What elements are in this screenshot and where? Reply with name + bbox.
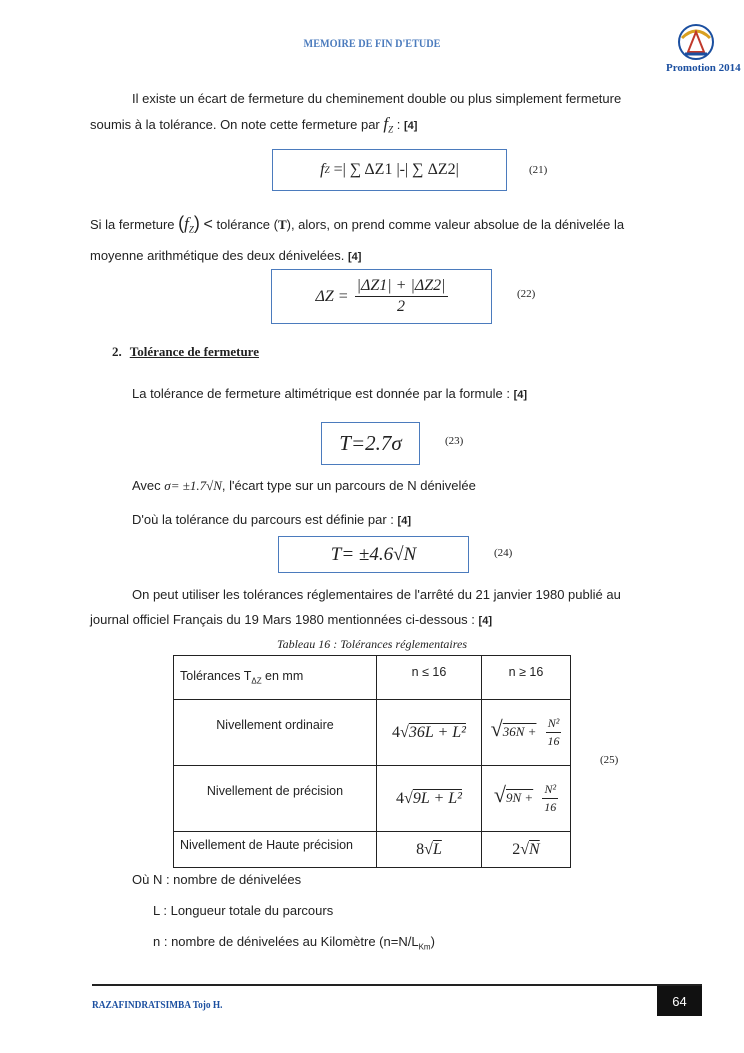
table-header-row	[174, 656, 571, 700]
formula-cell: 8√L	[377, 832, 482, 868]
paragraph-regulations: On peut utiliser les tolérances réglementaires de l'arrêté du 21 janvier 1980 publié au journal officiel Français du 19 Mars 1980 mentionnées ci-dessous : [4]	[90, 587, 621, 627]
formula-24-box: T= ±4.6√N	[278, 536, 469, 573]
promotion-label: Promotion 2014	[666, 62, 741, 74]
header-n-small: n ≤ 16	[377, 656, 482, 700]
reference: [4]	[513, 389, 528, 401]
paragraph-route-tolerance: D'où la tolérance du parcours est définie par : [4]	[132, 512, 411, 527]
table-row	[174, 832, 571, 868]
table-caption: Tableau 16 : Tolérances réglementaires	[277, 637, 467, 651]
row-label: Nivellement ordinaire	[174, 700, 377, 766]
tolerance-table	[173, 655, 571, 868]
reference: [4]	[478, 615, 492, 627]
reference: [4]	[403, 120, 418, 132]
formula-cell: √9N + $\frac{\text{N²}}{16}$	[482, 766, 571, 832]
formula-cell: 2√N	[482, 832, 571, 868]
eq-number-25: (25)	[600, 754, 619, 766]
footer-divider	[92, 984, 702, 986]
row-label: Nivellement de précision	[174, 766, 377, 832]
eq-number-24: (24)	[494, 547, 513, 559]
paragraph-sigma: Avec σ= ±1.7√N, l'écart type sur un parcours de N dénivelée	[132, 478, 476, 493]
formula-22-box: ΔZ = $\frac{|\Delta Z1| + |\Delta Z2|}{2}$	[271, 269, 492, 324]
header-label-cell: Tolérances $T_{\Delta Z}$ en mm	[174, 656, 377, 700]
page-number: 64	[657, 986, 702, 1016]
promotion-logo	[676, 22, 716, 62]
section-heading: 2. Tolérance de fermeture	[112, 344, 259, 359]
formula-21-box: f Z =| ∑ ΔZ1 |-| ∑ ΔZ2|	[272, 149, 507, 191]
table-row	[174, 766, 571, 832]
legend-l: L : Longueur totale du parcours	[153, 903, 334, 918]
reference: [4]	[397, 515, 411, 527]
row-label: Nivellement de Haute précision	[174, 832, 377, 868]
table-row	[174, 700, 571, 766]
footer-author: RAZAFINDRATSIMBA Tojo H.	[92, 999, 223, 1011]
paragraph-mean: Si la fermeture $(f_Z)$ < tolérance (T), alors, on prend comme valeur absolue de la dénivelée la moyenne arithmétique des deux dénivelées. [4]	[90, 213, 625, 263]
header-n-large: n ≥ 16	[482, 656, 571, 700]
formula-cell: 4√36L + L²	[377, 700, 482, 766]
formula-23-box: T=2.7σ	[321, 422, 420, 465]
legend-small-n: n : nombre de dénivelées au Kilomètre $(n=N/L_{Km})$	[153, 934, 435, 952]
eq-number-22: (22)	[517, 288, 536, 300]
paragraph-closure: Il existe un écart de fermeture du cheminement double ou plus simplement fermeture soumis à la tolérance. On note cette fermeture par $f_Z$ : [4]	[90, 91, 622, 135]
reference: [4]	[348, 250, 362, 263]
formula-cell: √36N + $\frac{\text{N²}}{16}$	[482, 700, 571, 766]
formula-cell: 4√9L + L²	[377, 766, 482, 832]
header-title: MEMOIRE DE FIN D'ETUDE	[303, 36, 441, 50]
legend-n: Où N : nombre de dénivelées	[132, 872, 302, 887]
eq-number-21: (21)	[529, 164, 548, 176]
paragraph-tolerance: La tolérance de fermeture altimétrique est donnée par la formule : [4]	[132, 386, 528, 401]
eq-number-23: (23)	[445, 435, 464, 447]
